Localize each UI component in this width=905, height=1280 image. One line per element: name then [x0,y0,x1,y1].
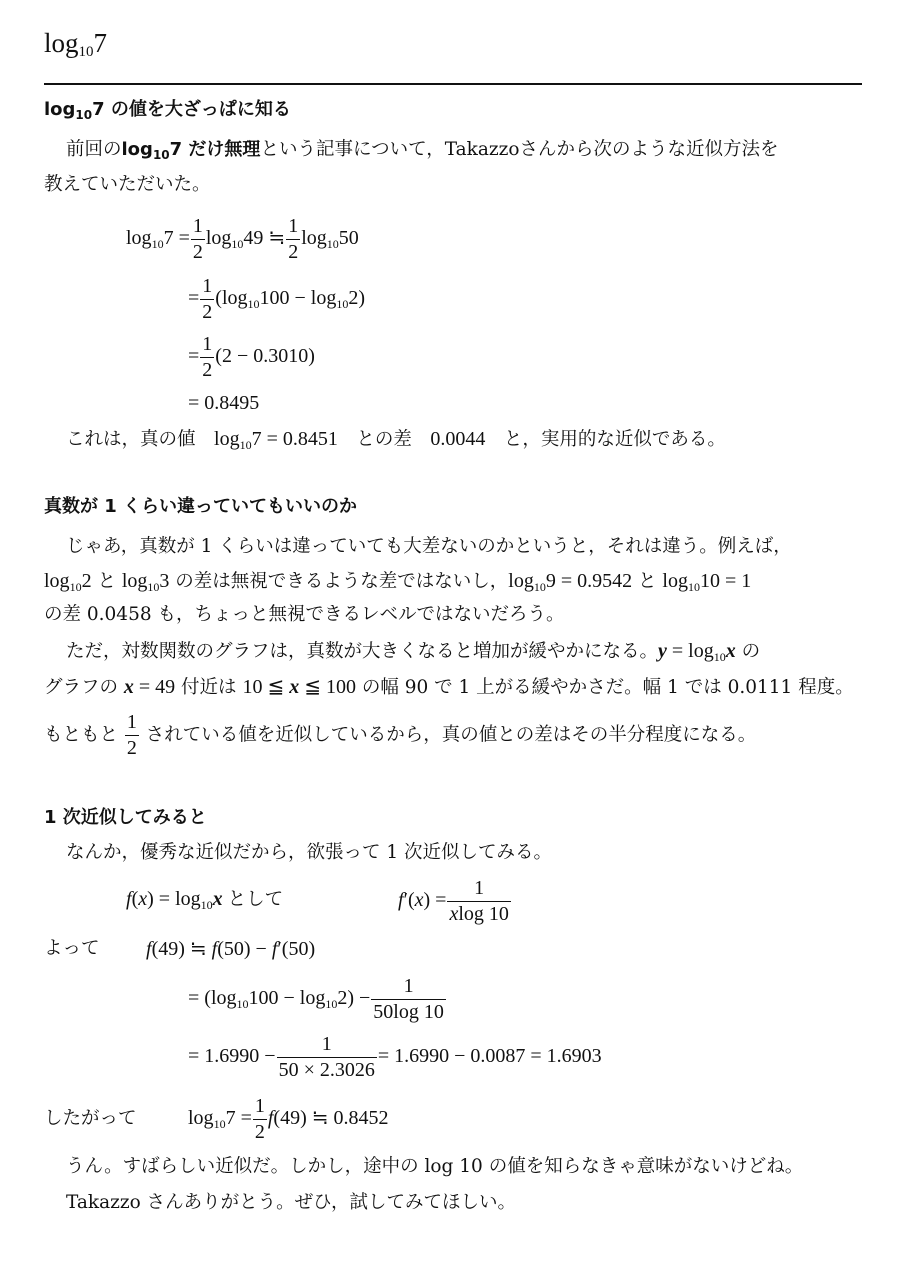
equation-line-2: = $\frac{1}{2}$ $(\log_{10}100 - \log_{10}2)$ [188,275,366,323]
page-title: $\log_{10}7$ [44,28,108,60]
label-yotte: よって [44,938,100,959]
section2-heading: 真数が 1 くらい違っていてもいいのか [44,496,358,517]
article-link[interactable]: $\log_{10}7$ だけ無理 [121,139,261,162]
section2-p1-line3: の差 0.0458 も，ちょっと無視できるレベルではないだろう。 [44,604,565,625]
section1-heading: $\log_{10}7$ の値を大ざっぱに知る [44,99,291,122]
title-divider [44,83,862,85]
section2-p2-line3: もともと $\frac{1}{2}$ されている値を近似しているから，真の値との差はその半分程度になる。 [44,711,757,759]
section3-heading: 1 次近似してみると [44,807,207,828]
approx-line-2: = $(\log_{10}100 - \log_{10}2)$ − $\frac{1}{50\log 10}$ [188,975,444,1023]
closing-line-2: Takazzo さんありがとう。ぜひ，試してみてほしい。 [66,1192,516,1213]
section2-p1-line1: じゃあ，真数が 1 くらいは違っていても大差ないのかというと，それは違う。例えば， [66,536,792,557]
section1-conclusion: これは，真の値 $\log_{10}7 = 0.8451$ との差 0.0044 と，実用的な近似である。 [66,428,726,452]
approx-line-1: f(49) ≒ f(50) − f′(50) [146,938,316,960]
equation-line-3: = $\frac{1}{2}$ (2 − 0.3010) [188,333,315,381]
section1-intro-line2: 教えていただいた。 [44,174,211,195]
section3-intro: なんか，優秀な近似だから，欲張って 1 次近似してみる。 [66,842,553,863]
equation-line-4: = 0.8495 [188,392,260,414]
closing-line-1: うん。すばらしい近似だ。しかし，途中の log 10 の値を知らなきゃ意味がないけどね。 [66,1156,804,1177]
definition-fprime: f′(x) = $\frac{1}{xlog 10}$ [398,877,509,925]
section2-p2-line1: ただ，対数関数のグラフは，真数が大きくなると増加が緩やかになる。$y = \log_{10}x$ の [66,640,761,664]
section1-intro-line1: 前回の$\log_{10}7$ だけ無理という記事について，Takazzoさんから次のような近似方法を [66,139,779,162]
section2-p1-line2: $\log_{10}2$ と $\log_{10}3$ の差は無視できるような差ではないし，$\log_{10}9 = 0.9542$ と $\log_{10}10 = 1$ [44,570,752,594]
definition-f: $f(x) = \log_{10}x$ として [126,888,284,912]
equation-line-1: $\log_{10}7$ = $\frac{1}{2}$ $\log_{10}49$ ≒ $\frac{1}{2}$ $\log_{10}50$ [126,215,359,263]
section2-p2-line2: グラフの x = 49 付近は 10 ≦ x ≦ 100 の幅 90 で 1 上がる緩やかさだ。幅 1 では 0.0111 程度。 [44,676,854,698]
final-result: $\log_{10}7$ = $\frac{1}{2}$ f(49) ≒ 0.8452 [188,1095,389,1143]
approx-line-3: = 1.6990 − $\frac{1}{50 \times 2.3026}$ = 1.6990 − 0.0087 = 1.6903 [188,1033,602,1081]
label-shitagatte: したがって [44,1108,137,1129]
